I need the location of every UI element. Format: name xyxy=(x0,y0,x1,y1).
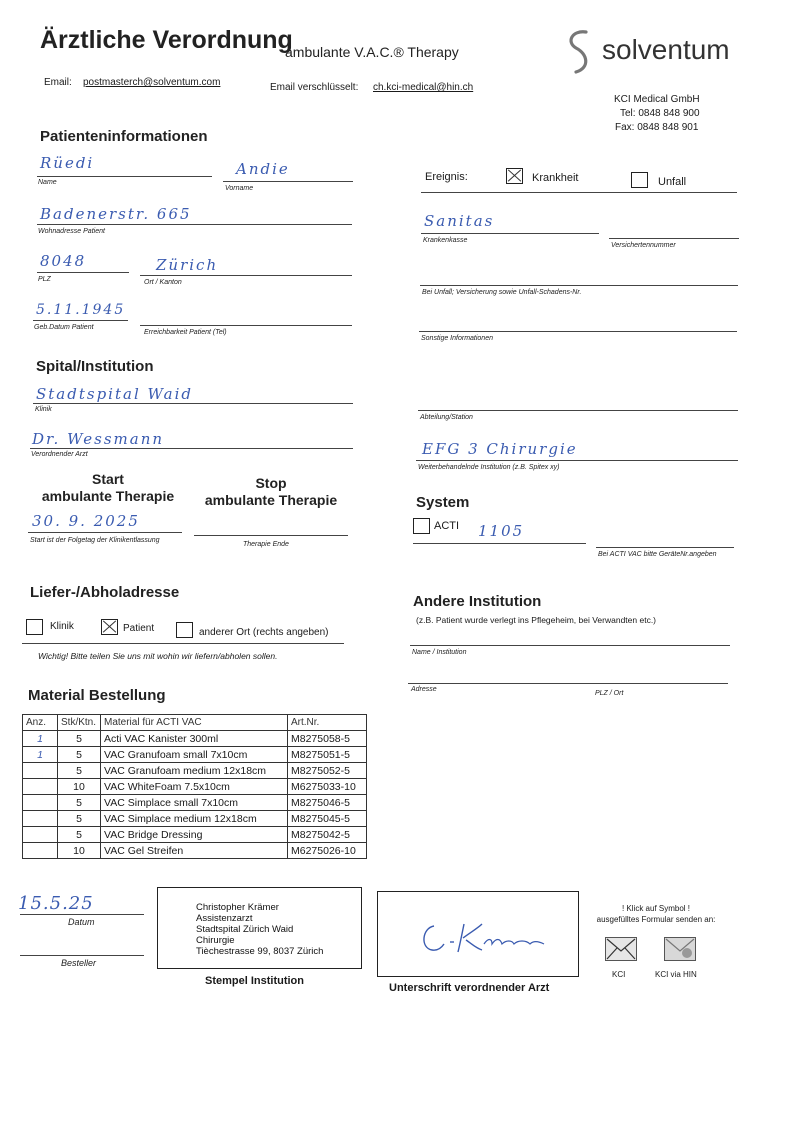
cell-artnr: M8275045-5 xyxy=(288,811,367,827)
start-value[interactable]: 30. 9. 2025 xyxy=(32,512,140,530)
patient-ort-value[interactable]: Zürich xyxy=(156,256,219,274)
form-title: Ärztliche Verordnung xyxy=(40,26,293,54)
cell-stk: 5 xyxy=(58,747,101,763)
stamp-line: Stadtspital Zürich Waid xyxy=(196,924,294,935)
patient-phone-label: Erreichbarkeit Patient (Tel) xyxy=(144,329,227,336)
cell-stk: 5 xyxy=(58,795,101,811)
material-row xyxy=(23,811,367,827)
patient-plz-label: PLZ xyxy=(38,276,51,283)
arzt-value[interactable]: Dr. Wessmann xyxy=(32,430,165,448)
patient-name-value[interactable]: Rüedi xyxy=(40,154,95,172)
material-row xyxy=(23,843,367,859)
form-subtitle: ambulante V.A.C.® Therapy xyxy=(285,44,459,60)
cell-material: VAC Simplace medium 12x18cm xyxy=(101,811,288,827)
patient-vorname-label: Vorname xyxy=(225,185,254,192)
cell-stk: 5 xyxy=(58,811,101,827)
patient-section-title: Patienteninformationen xyxy=(40,128,208,145)
system-section-title: System xyxy=(416,494,470,511)
col-artnr: Art.Nr. xyxy=(288,715,367,731)
cell-artnr: M8275052-5 xyxy=(288,763,367,779)
patient-plz-value[interactable]: 8048 xyxy=(40,252,87,270)
material-table xyxy=(22,714,367,859)
institution-section-title: Spital/Institution xyxy=(36,358,154,375)
andere-subtitle: (z.B. Patient wurde verlegt ins Pflegeheim, bei Verwandten etc.) xyxy=(416,615,657,625)
delivery-patient-label: Patient xyxy=(123,623,155,634)
cell-anz[interactable]: 1 xyxy=(23,731,58,747)
acti-checkbox[interactable] xyxy=(413,518,430,534)
klinik-label: Klinik xyxy=(35,406,52,413)
email-link[interactable]: postmasterch@solventum.com xyxy=(83,77,221,88)
patient-name-label: Name xyxy=(38,179,57,186)
kasse-label: Krankenkasse xyxy=(423,237,468,244)
weiter-label: Weiterbehandelnde Institution (z.B. Spitex xy) xyxy=(418,464,560,471)
kci-hin-label: KCI via HIN xyxy=(655,970,697,979)
patient-dob-value[interactable]: 5.11.1945 xyxy=(36,302,126,318)
col-stk: Stk/Ktn. xyxy=(58,715,101,731)
cell-anz[interactable] xyxy=(23,827,58,843)
kasse-value[interactable]: Sanitas xyxy=(424,212,495,230)
email-enc-label: Email verschlüsselt: xyxy=(270,82,359,93)
cell-anz[interactable] xyxy=(23,779,58,795)
delivery-patient-checkbox[interactable] xyxy=(101,619,118,635)
col-anz: Anz. xyxy=(23,715,58,731)
patient-address-value[interactable]: Badenerstr. 665 xyxy=(40,205,192,223)
cell-material: VAC Simplace small 7x10cm xyxy=(101,795,288,811)
material-row xyxy=(23,827,367,843)
klinik-value[interactable]: Stadtspital Waid xyxy=(36,385,193,403)
cell-anz[interactable] xyxy=(23,843,58,859)
andere-plz-label: PLZ / Ort xyxy=(595,690,624,697)
col-material: Material für ACTI VAC xyxy=(101,715,288,731)
cell-artnr: M8275051-5 xyxy=(288,747,367,763)
patient-ort-label: Ort / Kanton xyxy=(144,279,182,286)
material-row xyxy=(23,779,367,795)
stamp-text xyxy=(196,902,323,957)
stamp-line: Christopher Krämer xyxy=(196,902,279,913)
stamp-line: Assistenzarzt xyxy=(196,913,253,924)
unfall-info-label: Bei Unfall; Versicherung sowie Unfall-Schadens-Nr. xyxy=(422,289,582,296)
cell-stk: 5 xyxy=(58,731,101,747)
stamp-line: Tièchestrasse 99, 8037 Zürich xyxy=(196,946,324,957)
kci-hin-mail-icon[interactable] xyxy=(664,937,696,961)
delivery-note: Wichtig! Bitte teilen Sie uns mit wohin wir liefern/abholen sollen. xyxy=(38,651,278,661)
andere-section-title: Andere Institution xyxy=(413,593,542,610)
signature-image xyxy=(416,914,576,964)
unfall-label: Unfall xyxy=(658,176,687,188)
weiter-value[interactable]: EFG 3 Chirurgie xyxy=(422,440,578,458)
date-value[interactable]: 15.5.25 xyxy=(18,893,94,914)
material-section-title: Material Bestellung xyxy=(28,687,166,704)
material-header-row xyxy=(23,715,367,731)
date-label: Datum xyxy=(68,917,95,927)
event-label: Ereignis: xyxy=(425,171,468,183)
start-title: Start ambulante Therapie xyxy=(41,471,175,504)
cell-material: VAC Granufoam medium 12x18cm xyxy=(101,763,288,779)
vers-label: Versichertennummer xyxy=(611,242,676,249)
patient-address-label: Wohnadresse Patient xyxy=(38,228,105,235)
unfall-checkbox[interactable] xyxy=(631,172,648,188)
delivery-section-title: Liefer-/Abholadresse xyxy=(30,584,180,601)
acti-value[interactable]: 1105 xyxy=(478,522,525,540)
acti-hint: Bei ACTI VAC bitte GeräteNr.angeben xyxy=(598,551,717,558)
cell-artnr: M6275026-10 xyxy=(288,843,367,859)
kci-label: KCI xyxy=(612,970,626,979)
start-label: Start ist der Folgetag der Klinikentlassung xyxy=(30,537,160,544)
besteller-label: Besteller xyxy=(61,958,97,968)
acti-label: ACTI xyxy=(434,520,460,532)
company-fax: Fax: 0848 848 901 xyxy=(615,122,699,133)
cell-artnr: M8275058-5 xyxy=(288,731,367,747)
arzt-label: Verordnender Arzt xyxy=(31,451,88,458)
solventum-logo: solventum xyxy=(560,28,730,78)
kci-mail-icon[interactable] xyxy=(605,937,637,961)
stamp-label: Stempel Institution xyxy=(205,975,304,987)
krankheit-label: Krankheit xyxy=(532,172,579,184)
cell-artnr: M8275042-5 xyxy=(288,827,367,843)
patient-dob-label: Geb.Datum Patient xyxy=(34,324,94,331)
cell-anz[interactable] xyxy=(23,763,58,779)
cell-anz[interactable]: 1 xyxy=(23,747,58,763)
stamp-line: Chirurgie xyxy=(196,935,235,946)
material-row xyxy=(23,795,367,811)
delivery-klinik-label: Klinik xyxy=(50,621,74,632)
cell-material: VAC Gel Streifen xyxy=(101,843,288,859)
cell-stk: 5 xyxy=(58,827,101,843)
cell-material: VAC Granufoam small 7x10cm xyxy=(101,747,288,763)
signature-box[interactable] xyxy=(377,891,579,977)
stamp-box[interactable] xyxy=(157,887,362,969)
cell-anz[interactable] xyxy=(23,811,58,827)
company-name: KCI Medical GmbH xyxy=(614,94,700,105)
send-instruction: ! Klick auf Symbol ! ausgefülltes Formular senden an: xyxy=(596,904,716,924)
andere-adresse-label: Adresse xyxy=(411,686,437,693)
cell-stk: 10 xyxy=(58,779,101,795)
material-row xyxy=(23,763,367,779)
cell-material: VAC Bridge Dressing xyxy=(101,827,288,843)
delivery-klinik-checkbox[interactable] xyxy=(26,619,43,635)
delivery-other-label: anderer Ort (rechts angeben) xyxy=(199,627,329,638)
end-label: Therapie Ende xyxy=(243,541,289,548)
material-row xyxy=(23,747,367,763)
stop-title: Stop ambulante Therapie xyxy=(204,475,338,508)
patient-vorname-value[interactable]: Andie xyxy=(236,160,290,178)
material-row xyxy=(23,731,367,747)
email-enc-link[interactable]: ch.kci-medical@hin.ch xyxy=(373,82,474,93)
cell-stk: 5 xyxy=(58,763,101,779)
sonstige-label: Sonstige Informationen xyxy=(421,335,493,342)
email-label: Email: xyxy=(44,77,72,88)
cell-anz[interactable] xyxy=(23,795,58,811)
company-tel: Tel: 0848 848 900 xyxy=(620,108,700,119)
cell-stk: 10 xyxy=(58,843,101,859)
delivery-other-checkbox[interactable] xyxy=(176,622,193,638)
andere-name-label: Name / Institution xyxy=(412,649,467,656)
cell-material: VAC WhiteFoam 7.5x10cm xyxy=(101,779,288,795)
cell-artnr: M6275033-10 xyxy=(288,779,367,795)
abteilung-label: Abteilung/Station xyxy=(420,414,473,421)
cell-artnr: M8275046-5 xyxy=(288,795,367,811)
cell-material: Acti VAC Kanister 300ml xyxy=(101,731,288,747)
krankheit-checkbox[interactable] xyxy=(506,168,523,184)
signature-label: Unterschrift verordnender Arzt xyxy=(389,982,550,994)
